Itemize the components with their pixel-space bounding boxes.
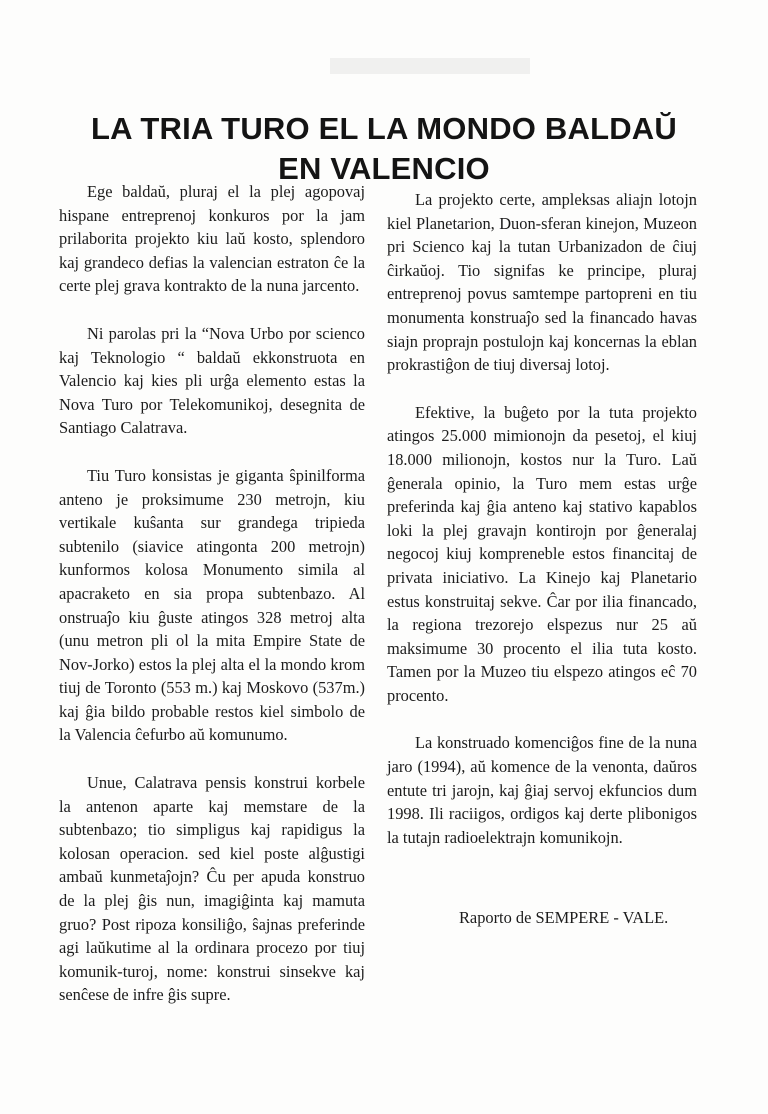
right-column: [387, 188, 697, 849]
left-paragraph-3: Tiu Turo konsistas je giganta ŝpinilforma anteno je proksimume 230 metrojn, kiu vertikale kuŝanta sur grandega tripieda subtenilo (siavice atingonta 200 metrojn) kunformos kolosa Monumento simila al apacraketo en sia propa subtenbazo. Al onstruaĵo kiu ĝuste atingos 328 metroj alta (unu metron pli ol la mita Empire State de Nov-Jorko) estos la plej alta el la mondo krom tiuj de Toronto (553 m.) kaj Moskovo (537m.) kaj ĝia bildo probable restos kiel simbolo de la Valencia ĉefurbo aŭ komunumo.: [59, 465, 365, 745]
right-paragraph-3: La konstruado komenciĝos fine de la nuna jaro (1994), aŭ komence de la venonta, daŭros entute tri jarojn, kaj ĝiaj servoj ekfuncios dum 1998. Ili raciigos, ordigos kaj derte plibonigos la tutajn radioelektrajn komunikojn.: [387, 733, 697, 847]
article-title-line-2: EN VALENCIO: [278, 150, 490, 186]
left-paragraph-4: Unue, Calatrava pensis konstrui korbele la antenon aparte kaj memstare de la subtenbazo; tio simpligus kaj rapidigus la kolosan operacion. sed kiel poste alĝustigi ambaŭ kunmetaĵojn? Ĉu per apuda konstruo de la plej ĝis nun, imagiĝinta kaj mamuta gruo? Post ripoza konsiliĝo, ŝajnas preferinde agi laŭkutime al la ordinara procezo por tiuj komunik-turoj, nome: konstrui sinsekve kaj senĉese de infre ĝis supre.: [59, 773, 365, 1005]
article-title-line-1: LA TRIA TURO EL LA MONDO BALDAŬ: [91, 110, 677, 146]
left-column: [59, 180, 365, 1007]
article-title: [40, 109, 728, 189]
left-paragraph-2: Ni parolas pri la “Nova Urbo por scienco kaj Teknologio “ baldaŭ ekkonstruota en Valencio kaj kies pli urĝa elemento estas la Nova Turo por Telekomunikoj, desegnita de Santiago Calatrava.: [59, 323, 365, 438]
left-paragraph-1: Ege baldaŭ, pluraj el la plej agopovaj hispane entreprenoj konkuros por la jam prilaborita projekto kiu laŭ kosto, splendoro kaj grandeco defias la valencian estraton ĉe la certe plej grava kontrakto de la nuna jarcento.: [59, 182, 365, 296]
right-paragraph-1: La projekto certe, ampleksas aliajn lotojn kiel Planetarion, Duon-sferan kinejon, Muzeon pri Scienco kaj la tutan Urbanizadon de ĉiuj ĉirkaŭoj. Tio signifas ke principe, pluraj entreprenoj povus samtempe partopreni en tiu monumenta konstruaĵo sed la financado havas siajn proprajn postulojn kaj koncernas la eblan prokrastiĝon de tiuj diversaj lotoj.: [387, 190, 697, 375]
right-paragraph-2: Efektive, la buĝeto por la tuta projekto atingos 25.000 mimionojn da pesetoj, el kiuj 18.000 milionojn, kostos nur la Turo. Laŭ ĝenerala opinio, la Turo mem estas urĝe preferinda kaj ĝia anteno kaj stativo kapablos loki la plej gravajn kontirojn por ĝeneralaj negocoj kiuj kompreneble estos financitaj de privata iniciativo. La Kinejo kaj Planetario estus konstruitaj sekve. Ĉar por ilia financado, la regiona trezorejo elspezus nur 25 aŭ maksimume 30 procento el ilia tuta kosto. Tamen por la Muzeo tiu elspezo atingos eĉ 70 procento.: [387, 402, 697, 705]
article-signature: Raporto de SEMPERE - VALE.: [459, 908, 669, 927]
bleed-through-smudge: [330, 58, 530, 74]
